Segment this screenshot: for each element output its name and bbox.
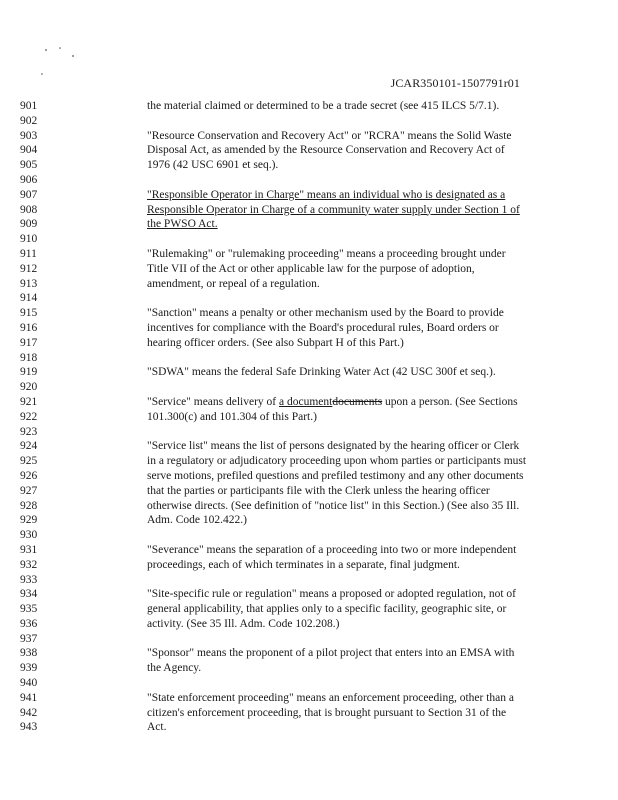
document-line	[0, 706, 618, 721]
text-segment: the material claimed or determined to be a trade secret (see 415 ILCS 5/7.1).	[147, 100, 500, 112]
line-number: 934	[20, 588, 38, 601]
line-text	[147, 543, 516, 558]
line-number: 942	[20, 706, 38, 719]
line-text	[147, 188, 505, 203]
text-segment: Disposal Act, as amended by the Resource Conservation and Recovery Act of	[147, 144, 505, 157]
line-text	[147, 395, 518, 410]
document-line	[0, 351, 618, 366]
document-line	[0, 277, 618, 292]
document-line	[0, 499, 618, 514]
line-text	[147, 558, 460, 573]
text-segment: "Service list" means the list of persons designated by the hearing officer or Clerk	[147, 440, 520, 453]
document-line	[0, 558, 618, 573]
line-text	[147, 247, 506, 262]
text-segment: "Site-specific rule or regulation" means a proposed or adopted regulation, not of	[147, 588, 516, 601]
document-line	[0, 232, 618, 247]
inserted-text: Responsible Operator in Charge of a community water supply under Section 1 of	[147, 203, 520, 216]
line-text	[147, 661, 201, 676]
document-line	[0, 543, 618, 558]
line-number: 907	[20, 188, 38, 201]
line-text	[147, 469, 524, 484]
document-line	[0, 484, 618, 499]
text-segment: proceedings, each of which terminates in a separate, final judgment.	[147, 558, 460, 571]
line-text	[147, 602, 506, 617]
document-line	[0, 395, 618, 410]
line-number: 918	[20, 351, 38, 364]
line-number: 904	[20, 144, 38, 157]
line-number: 916	[20, 321, 38, 334]
line-number: 905	[20, 159, 38, 172]
line-number: 939	[20, 662, 38, 675]
document-line	[0, 425, 618, 440]
line-text	[147, 277, 320, 292]
line-number: 929	[20, 514, 38, 527]
line-number: 921	[20, 395, 38, 408]
document-line	[0, 173, 618, 188]
line-number: 938	[20, 647, 38, 660]
text-segment: hearing officer orders. (See also Subpart H of this Part.)	[147, 336, 404, 349]
text-segment: "SDWA" means the federal Safe Drinking Water Act (42 USC 300f et seq.).	[147, 366, 496, 379]
line-number: 920	[20, 381, 38, 394]
document-line	[0, 661, 618, 676]
document-line	[0, 410, 618, 425]
document-line	[0, 617, 618, 632]
line-number: 917	[20, 336, 38, 349]
document-line	[0, 129, 618, 144]
document-line	[0, 143, 618, 158]
deleted-text: documents	[332, 395, 383, 408]
document-line	[0, 691, 618, 706]
line-text	[147, 513, 247, 528]
line-number: 937	[20, 632, 38, 645]
line-number: 928	[20, 499, 38, 512]
line-text	[147, 365, 496, 380]
scan-specks	[38, 38, 108, 88]
line-number: 911	[20, 247, 37, 260]
text-segment: "Service" means delivery of	[147, 395, 280, 408]
document-id: JCAR350101-1507791r01	[390, 76, 520, 90]
line-text	[147, 143, 505, 158]
document-line	[0, 469, 618, 484]
line-text	[147, 217, 218, 232]
line-text	[147, 691, 514, 706]
line-number: 915	[20, 307, 38, 320]
document-line	[0, 203, 618, 218]
document-line	[0, 646, 618, 661]
line-text	[147, 484, 490, 499]
text-segment: 101.300(c) and 101.304 of this Part.)	[147, 410, 317, 423]
text-segment: Act.	[147, 721, 167, 734]
text-segment: upon a person. (See Sections	[382, 395, 518, 408]
line-number: 922	[20, 410, 38, 423]
numbered-lines	[0, 99, 618, 735]
line-text	[147, 499, 519, 514]
line-text	[147, 203, 520, 218]
document-line	[0, 262, 618, 277]
text-segment: Title VII of the Act or other applicable law for the purpose of adoption,	[147, 262, 475, 275]
document-line	[0, 720, 618, 735]
line-number: 943	[20, 721, 38, 734]
document-line	[0, 306, 618, 321]
line-text	[147, 99, 499, 114]
document-line	[0, 528, 618, 543]
document-line	[0, 439, 618, 454]
line-number: 903	[20, 129, 38, 142]
document-line	[0, 587, 618, 602]
line-text	[147, 336, 404, 351]
text-segment: Adm. Code 102.422.)	[147, 514, 247, 527]
line-text	[147, 706, 506, 721]
document-line	[0, 99, 618, 114]
text-segment: "Sanction" means a penalty or other mechanism used by the Board to provide	[147, 307, 504, 320]
text-segment: that the parties or participants file with the Clerk unless the hearing officer	[147, 484, 490, 497]
text-segment: amendment, or repeal of a regulation.	[147, 277, 320, 290]
text-segment: "Rulemaking" or "rulemaking proceeding" means a proceeding brought under	[147, 247, 506, 260]
document-line	[0, 247, 618, 262]
text-segment: activity. (See 35 Ill. Adm. Code 102.208.)	[147, 617, 340, 630]
document-line	[0, 291, 618, 306]
line-text	[147, 587, 516, 602]
line-number: 910	[20, 233, 38, 246]
text-segment: general applicability, that applies only to a specific facility, geographic site, or	[147, 603, 507, 616]
line-number: 919	[20, 366, 38, 379]
document-line	[0, 321, 618, 336]
document-line	[0, 114, 618, 129]
text-segment: incentives for compliance with the Board's procedural rules, Board orders or	[147, 321, 499, 334]
line-text	[147, 321, 499, 336]
text-segment: "State enforcement proceeding" means an enforcement proceeding, other than a	[147, 691, 515, 704]
document-line	[0, 573, 618, 588]
document-line	[0, 380, 618, 395]
line-number: 906	[20, 173, 38, 186]
line-text	[147, 410, 317, 425]
inserted-text: a document	[279, 395, 333, 408]
line-number: 932	[20, 558, 38, 571]
document-line	[0, 188, 618, 203]
text-segment: citizen's enforcement proceeding, that is brought pursuant to Section 31 of the	[147, 706, 507, 719]
document-line	[0, 158, 618, 173]
document-line	[0, 217, 618, 232]
line-number: 908	[20, 203, 38, 216]
line-number: 913	[20, 277, 38, 290]
line-number: 927	[20, 484, 38, 497]
line-number: 902	[20, 114, 38, 127]
text-segment: the Agency.	[147, 662, 202, 675]
text-segment: serve motions, prefiled questions and prefiled testimony and any other documents	[147, 469, 524, 482]
line-number: 931	[20, 543, 38, 556]
line-text	[147, 262, 475, 277]
line-text	[147, 129, 512, 144]
line-number: 935	[20, 603, 38, 616]
document-line	[0, 365, 618, 380]
document-line	[0, 513, 618, 528]
line-text	[147, 439, 519, 454]
document-line	[0, 336, 618, 351]
line-text	[147, 617, 340, 632]
line-number: 933	[20, 573, 38, 586]
document-line	[0, 632, 618, 647]
line-number: 926	[20, 469, 38, 482]
inserted-text: "Responsible Operator in Charge" means an individual who is designated as a	[147, 188, 506, 201]
line-text	[147, 454, 526, 469]
line-number: 936	[20, 617, 38, 630]
line-number: 909	[20, 218, 38, 231]
line-number: 930	[20, 529, 38, 542]
inserted-text: the PWSO Act.	[147, 218, 218, 231]
line-number: 924	[20, 440, 38, 453]
line-number: 940	[20, 677, 38, 690]
line-number: 923	[20, 425, 38, 438]
document-line	[0, 602, 618, 617]
text-segment: "Resource Conservation and Recovery Act" or "RCRA" means the Solid Waste	[147, 129, 512, 142]
line-text	[147, 646, 514, 661]
line-text	[147, 306, 504, 321]
line-text	[147, 158, 278, 173]
line-text	[147, 720, 166, 735]
line-number: 914	[20, 292, 38, 305]
line-number: 901	[20, 100, 38, 112]
document-line	[0, 454, 618, 469]
text-segment: otherwise directs. (See definition of "notice list" in this Section.) (See also 35 Ill.	[147, 499, 520, 512]
line-number: 912	[20, 262, 38, 275]
line-number: 925	[20, 455, 38, 468]
text-segment: "Severance" means the separation of a proceeding into two or more independent	[147, 543, 517, 556]
text-segment: in a regulatory or adjudicatory proceeding upon whom parties or participants must	[147, 455, 527, 468]
document-line	[0, 676, 618, 691]
text-segment: "Sponsor" means the proponent of a pilot project that enters into an EMSA with	[147, 647, 515, 660]
line-number: 941	[20, 691, 38, 704]
text-segment: 1976 (42 USC 6901 et seq.).	[147, 159, 279, 172]
